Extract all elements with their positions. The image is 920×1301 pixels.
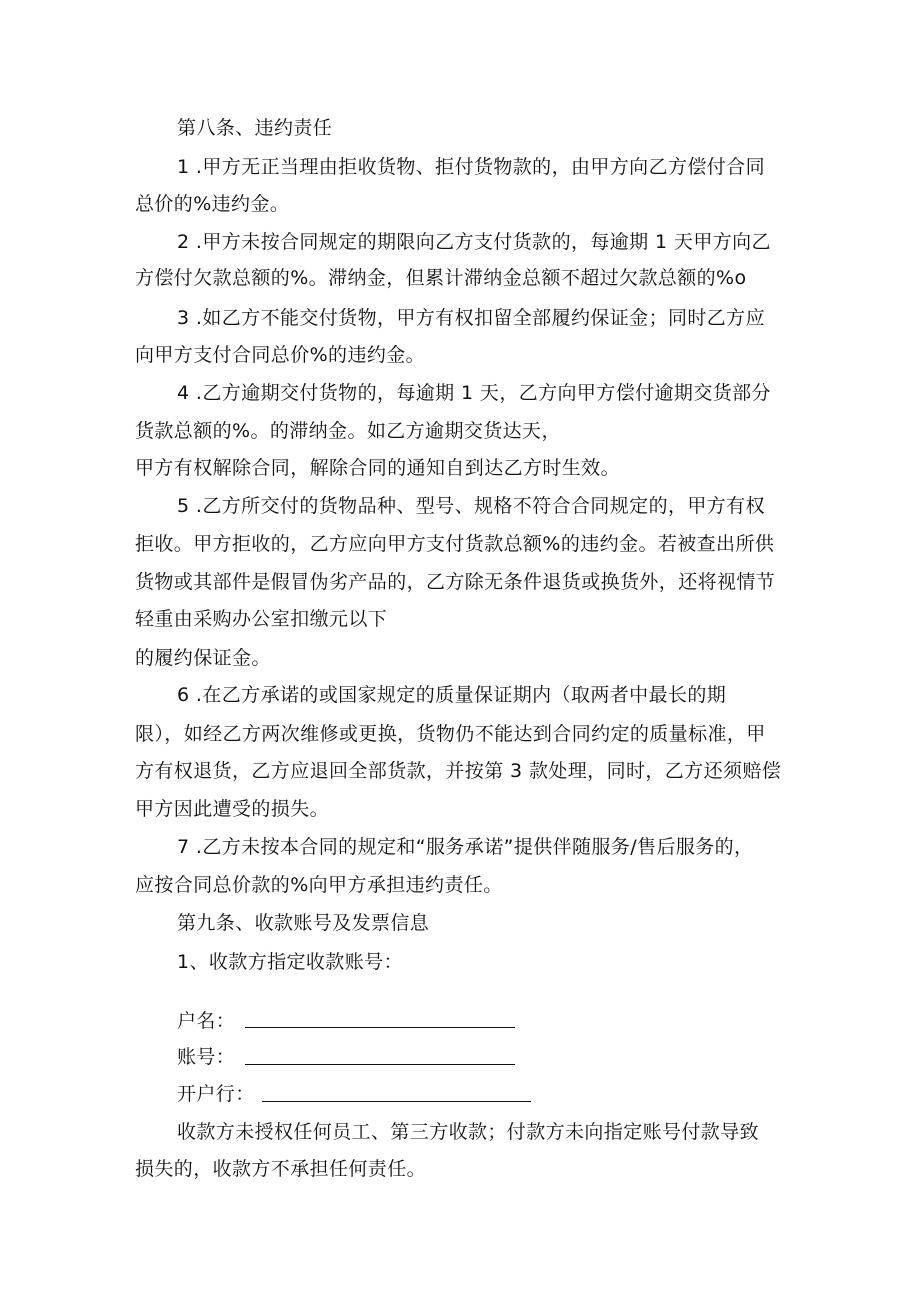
item5-line4: 轻重由采购办公室扣缴元以下 — [135, 608, 388, 630]
item7-line2: 应按合同总价款的%向甲方承担违约责任。 — [135, 874, 503, 896]
item6-line4: 甲方因此遭受的损失。 — [135, 798, 330, 820]
account-number-blank — [245, 1064, 515, 1065]
account-number-label: 账号： — [177, 1046, 236, 1068]
item7-line1: 7 .乙方未按本合同的规定和“服务承诺”提供伴随服务/售后服务的， — [177, 836, 754, 858]
disclaimer-line1: 收款方未授权任何员工、第三方收款；付款方未向指定账号付款导致 — [177, 1121, 760, 1143]
account-name-blank — [245, 1027, 515, 1028]
item2-line1: 2 .甲方未按合同规定的期限向乙方支付货款的，每逾期 1 天甲方向乙 — [177, 231, 771, 253]
item5-line2: 拒收。甲方拒收的，乙方应向甲方支付货款总额%的违约金。若被查出所供 — [135, 533, 775, 555]
disclaimer-line2: 损失的，收款方不承担任何责任。 — [135, 1158, 427, 1180]
bank-blank — [262, 1101, 531, 1102]
item4-line2: 货款总额的%。的滞纳金。如乙方逾期交货达天， — [135, 420, 561, 442]
item3-line2: 向甲方支付合同总价%的违约金。 — [135, 344, 426, 366]
item5-line5: 的履约保证金。 — [135, 647, 271, 669]
item2-line2: 方偿付欠款总额的%。滞纳金，但累计滞纳金总额不超过欠款总额的%o — [135, 267, 747, 289]
item6-line1: 6 .在乙方承诺的或国家规定的质量保证期内（取两者中最长的期 — [177, 684, 727, 706]
item6-line3: 方有权退货，乙方应退回全部货款，并按第 3 款处理，同时，乙方还须赔偿 — [135, 760, 782, 782]
article9-sub1: 1、收款方指定收款账号： — [177, 951, 403, 973]
account-name-label: 户名： — [177, 1010, 236, 1032]
item1-line2: 总价的%违约金。 — [135, 193, 290, 215]
item4-line1: 4 .乙方逾期交付货物的，每逾期 1 天，乙方向甲方偿付逾期交货部分 — [177, 382, 771, 404]
item6-line2: 限），如经乙方两次维修或更换，货物仍不能达到合同约定的质量标准，甲 — [135, 723, 766, 745]
item5-line3: 货物或其部件是假冒伪劣产品的，乙方除无条件退货或换货外，还将视情节 — [135, 571, 776, 593]
article9-heading: 第九条、收款账号及发票信息 — [177, 912, 430, 934]
item5-line1: 5 .乙方所交付的货物品种、型号、规格不符合合同规定的，甲方有权 — [177, 495, 765, 517]
item3-line1: 3 .如乙方不能交付货物，甲方有权扣留全部履约保证金；同时乙方应 — [177, 307, 765, 329]
item4-line3: 甲方有权解除合同，解除合同的通知自到达乙方时生效。 — [135, 457, 621, 479]
article8-heading: 第八条、违约责任 — [177, 117, 333, 139]
item1-line1: 1 .甲方无正当理由拒收货物、拒付货物款的，由甲方向乙方偿付合同 — [177, 156, 765, 178]
bank-label: 开户行： — [177, 1083, 255, 1105]
